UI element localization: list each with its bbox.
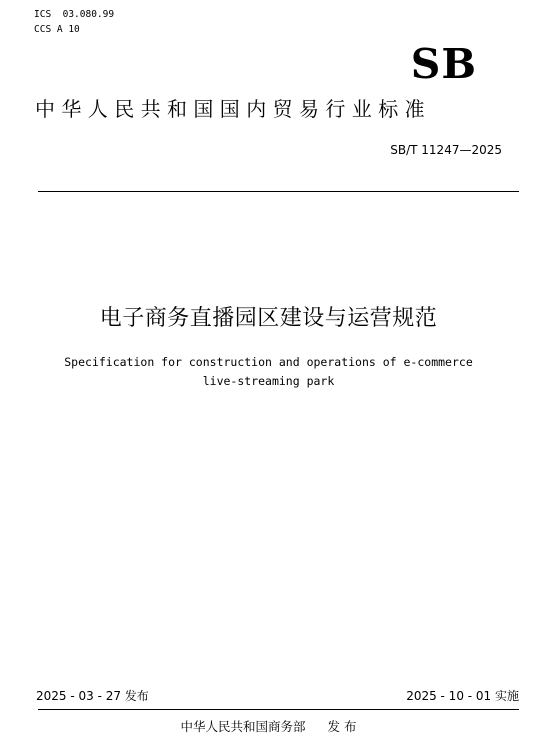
english-title-line-1: Specification for construction and operations of e-commerce (64, 355, 473, 369)
ccs-code: CCS A 10 (34, 24, 80, 35)
header-divider (38, 191, 519, 192)
sb-logo: SB (410, 40, 477, 88)
issue-word: 发 布 (327, 719, 357, 734)
standard-number: SB/T 11247—2025 (390, 143, 502, 157)
chinese-title: 电子商务直播园区建设与运营规范 (99, 306, 438, 331)
issuer-name: 中华人民共和国商务部 (180, 719, 306, 734)
issuer-line (0, 719, 537, 735)
publish-date: 2025 - 03 - 27 发布 (36, 689, 149, 703)
ics-code: ICS 03.080.99 (34, 9, 115, 20)
implement-date: 2025 - 10 - 01 实施 (406, 689, 519, 703)
english-title-line-2: live-streaming park (202, 374, 335, 388)
footer-divider (38, 709, 519, 710)
standard-category-heading: 中华人民共和国国内贸易行业标准 (35, 97, 431, 121)
